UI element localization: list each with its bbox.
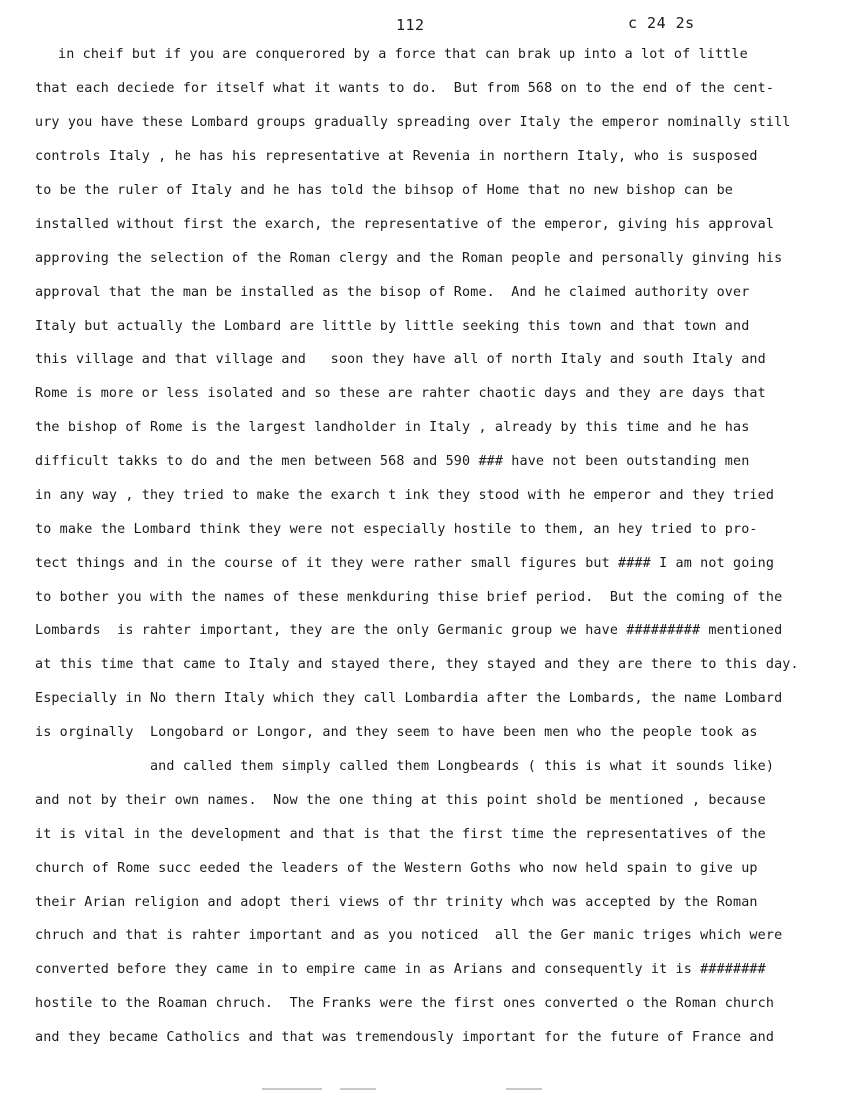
text-line: difficult takks to do and the men between 568 and 590 ### have not been outstanding men	[35, 454, 750, 469]
text-line: installed without first the exarch, the representative of the emperor, giving his approval	[35, 217, 775, 232]
text-line: at this time that came to Italy and stayed there, they stayed and they are there to this day.	[35, 657, 799, 672]
text-line: Especially in No thern Italy which they call Lombardia after the Lombards, the name Lombard	[35, 691, 783, 706]
text-line: converted before they came in to empire came in as Arians and consequently it is ########	[35, 962, 766, 977]
document-code: c 24 2s	[628, 14, 695, 32]
text-line: their Arian religion and adopt theri views of thr trinity whch was accepted by the Roman	[35, 895, 758, 910]
text-line: and called them simply called them Longbeards ( this is what it sounds like)	[35, 759, 775, 774]
text-line: approval that the man be installed as the bisop of Rome. And he claimed authority over	[35, 285, 750, 300]
text-line: tect things and in the course of it they were rather small figures but #### I am not going	[35, 556, 775, 571]
text-line: hostile to the Roaman chruch. The Franks were the first ones converted o the Roman church	[35, 996, 775, 1011]
text-line: chruch and that is rahter important and as you noticed all the Ger manic triges which were	[35, 928, 783, 943]
scan-artifact	[262, 1088, 322, 1090]
text-line: Italy but actually the Lombard are little by little seeking this town and that town and	[35, 319, 750, 334]
text-line: ury you have these Lombard groups gradually spreading over Italy the emperor nominally still	[35, 115, 791, 130]
text-line: to make the Lombard think they were not especially hostile to them, an hey tried to pro-	[35, 522, 758, 537]
text-line: approving the selection of the Roman clergy and the Roman people and personally ginving his	[35, 251, 783, 266]
text-line: that each deciede for itself what it wants to do. But from 568 on to the end of the cent-	[35, 81, 775, 96]
text-line: in cheif but if you are conquerored by a force that can brak up into a lot of little	[58, 47, 748, 62]
text-line: is orginally Longobard or Longor, and they seem to have been men who the people took as	[35, 725, 758, 740]
text-line: it is vital in the development and that is that the first time the representatives of the	[35, 827, 766, 842]
scan-artifact	[506, 1088, 542, 1090]
text-line: the bishop of Rome is the largest landholder in Italy , already by this time and he has	[35, 420, 750, 435]
text-line: and not by their own names. Now the one thing at this point shold be mentioned , because	[35, 793, 766, 808]
text-line: church of Rome succ eeded the leaders of the Western Goths who now held spain to give up	[35, 861, 758, 876]
text-line: and they became Catholics and that was tremendously important for the future of France and	[35, 1030, 775, 1045]
text-line: to bother you with the names of these menkduring thise brief period. But the coming of the	[35, 590, 783, 605]
scan-artifact	[340, 1088, 376, 1090]
text-line: Lombards is rahter important, they are the only Germanic group we have ######### mentioned	[35, 623, 783, 638]
text-line: Rome is more or less isolated and so these are rahter chaotic days and they are days that	[35, 386, 766, 401]
text-line: controls Italy , he has his representative at Revenia in northern Italy, who is susposed	[35, 149, 758, 164]
text-line: in any way , they tried to make the exarch t ink they stood with he emperor and they tried	[35, 488, 775, 503]
page-number: 112	[396, 16, 425, 34]
text-line: this village and that village and soon they have all of north Italy and south Italy and	[35, 352, 766, 367]
text-line: to be the ruler of Italy and he has told the bihsop of Home that no new bishop can be	[35, 183, 734, 198]
